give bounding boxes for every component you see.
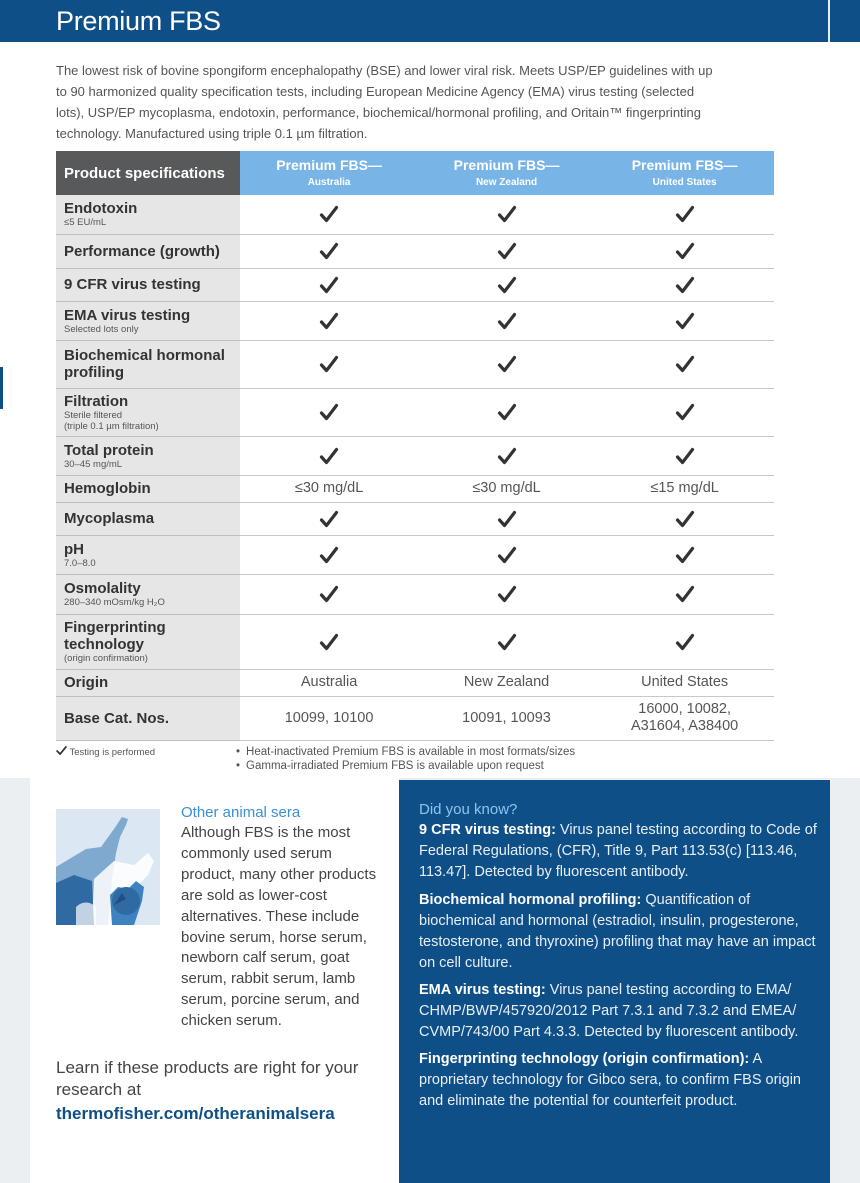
spec-name: Fingerprinting technology <box>64 619 166 653</box>
table-row <box>56 268 774 301</box>
table-row <box>56 502 774 535</box>
spec-name: Base Cat. Nos. <box>64 709 170 727</box>
spec-value-cell <box>418 301 595 340</box>
table-row <box>56 696 774 740</box>
spec-label-cell <box>56 696 240 740</box>
spec-subtext: 7.0–8.0 <box>64 557 96 569</box>
spec-value-cell <box>240 268 417 301</box>
checkmark-icon <box>497 311 517 331</box>
spec-value-cell <box>595 340 774 388</box>
spec-value-cell <box>595 234 774 268</box>
checkmark-icon <box>497 509 517 529</box>
spec-name: pH <box>64 540 84 558</box>
spec-subtext: (triple 0.1 µm filtration) <box>64 420 159 432</box>
intro-paragraph <box>56 60 716 144</box>
column-subtitle: United States <box>652 176 717 188</box>
column-subtitle: Australia <box>307 176 351 188</box>
intro-text: The lowest risk of bovine spongiform encephalopathy (BSE) and lower viral risk. Meets USP/EP guidelines with up to 90 harmonized quality specification tests, including European Medicine Agency (EMA) virus testing (selected lots), USP/EP mycoplasma, endotoxin, performance, biochemical/hormonal profiling, and Oritain™ fingerprinting technology. Manufactured using triple 0.1 µm filtration. <box>56 63 713 141</box>
term: Biochemical hormonal profiling: <box>419 892 642 908</box>
spec-label-cell <box>56 388 240 436</box>
checkmark-icon <box>497 354 517 374</box>
spec-value-cell <box>595 195 774 234</box>
spec-subtext: Selected lots only <box>64 323 139 335</box>
checkmark-icon <box>319 354 339 374</box>
checkmark-icon <box>675 584 695 604</box>
definition: Virus panel testing according to Code of Federal Regulations, (CFR), Title 9, Part 113.53(c) [113.46, 113.47]. Detected by fluorescent antibody. <box>419 822 817 880</box>
spec-name: Endotoxin <box>64 200 138 218</box>
spec-value-cell <box>595 614 774 669</box>
checkmark-icon <box>319 241 339 261</box>
spec-value-cell <box>418 340 595 388</box>
spec-value-cell <box>240 614 417 669</box>
spec-value: 10091, 10093 <box>462 709 551 726</box>
checkmark-icon <box>675 545 695 565</box>
checkmark-icon <box>319 446 339 466</box>
spec-name: Filtration <box>64 392 129 410</box>
spec-name: Biochemical hormonal profiling <box>64 347 225 381</box>
left-edge-accent <box>0 367 3 409</box>
spec-value-cell <box>418 475 595 502</box>
table-notes <box>236 745 575 773</box>
spec-value-cell <box>595 696 774 740</box>
column-header-new-zealand <box>418 151 595 195</box>
table-row <box>56 614 774 669</box>
checkmark-icon <box>319 311 339 331</box>
table-row <box>56 301 774 340</box>
checkmark-icon <box>497 545 517 565</box>
checkmark-icon <box>675 354 695 374</box>
spec-value-cell <box>595 535 774 574</box>
definition: Virus panel testing according to EMA/ CHMP/BWP/457920/2012 Part 7.3.1 and 7.3.2 and EMEA/ CVMP/743/00 Part 4.3.3. Detected by fluorescent antibody. <box>419 982 799 1040</box>
table-row <box>56 340 774 388</box>
spec-value: ≤30 mg/dL <box>294 480 364 496</box>
table-row <box>56 234 774 268</box>
legend <box>56 745 155 758</box>
checkmark-icon <box>675 632 695 652</box>
checkmark-icon <box>675 241 695 261</box>
spec-subtext: ≤5 EU/mL <box>64 217 107 229</box>
spec-table <box>56 151 774 741</box>
checkmark-icon <box>497 204 517 224</box>
table-row <box>56 475 774 502</box>
other-sera-title: Other animal sera <box>181 804 301 821</box>
learn-more-text: Learn if these products are right for your research at <box>56 1058 359 1099</box>
spec-value-cell <box>240 475 417 502</box>
spec-value-cell <box>418 535 595 574</box>
spec-value-cell <box>240 234 417 268</box>
spec-label-cell <box>56 669 240 696</box>
table-row <box>56 436 774 475</box>
spec-value-cell <box>595 475 774 502</box>
checkmark-icon <box>675 402 695 422</box>
spec-name: Origin <box>64 674 109 691</box>
spec-name: Mycoplasma <box>64 510 155 527</box>
checkmark-icon <box>319 632 339 652</box>
checkmark-icon <box>675 446 695 466</box>
spec-label-cell <box>56 574 240 614</box>
did-you-know-title: Did you know? <box>419 801 518 818</box>
term: EMA virus testing: <box>419 982 546 998</box>
checkmark-icon <box>319 275 339 295</box>
spec-value-cell <box>240 301 417 340</box>
checkmark-icon <box>675 311 695 331</box>
spec-value-cell <box>418 268 595 301</box>
spec-name: Performance (growth) <box>64 242 220 260</box>
checkmark-icon <box>319 509 339 529</box>
spec-name: Total protein <box>64 441 154 459</box>
spec-value-cell <box>240 436 417 475</box>
spec-value-cell <box>418 388 595 436</box>
spec-name: Hemoglobin <box>64 480 151 497</box>
definition: A proprietary technology for Gibco sera, to confirm FBS origin and eliminate the potential for counterfeit product. <box>419 1051 801 1109</box>
other-sera-link[interactable]: thermofisher.com/otheranimalsera <box>56 1104 335 1123</box>
spec-value: ≤30 mg/dL <box>472 480 541 496</box>
spec-value: Australia <box>300 674 358 690</box>
term: Fingerprinting technology (origin confirmation): <box>419 1051 750 1067</box>
spec-subtext: Sterile filtered <box>64 409 123 421</box>
spec-name: EMA virus testing <box>64 306 191 324</box>
checkmark-icon <box>675 275 695 295</box>
spec-value-cell <box>595 301 774 340</box>
column-subtitle: New Zealand <box>475 176 538 188</box>
spec-value-cell <box>595 574 774 614</box>
spec-value-cell <box>418 669 595 696</box>
spec-label-cell <box>56 436 240 475</box>
spec-label-cell <box>56 535 240 574</box>
spec-value-cell <box>240 388 417 436</box>
checkmark-icon <box>497 446 517 466</box>
spec-value-cell <box>595 388 774 436</box>
spec-label-cell <box>56 301 240 340</box>
column-header-united-states <box>595 151 774 195</box>
checkmark-icon <box>497 275 517 295</box>
page-title: Premium FBS <box>56 6 221 36</box>
did-you-know-item <box>419 890 819 974</box>
spec-value-cell <box>418 195 595 234</box>
spec-value: 10099, 10100 <box>284 709 374 726</box>
spec-value-cell <box>240 535 417 574</box>
spec-label-cell <box>56 268 240 301</box>
animal-sera-illustration <box>56 809 160 925</box>
spec-value-cell <box>418 696 595 740</box>
checkmark-icon <box>675 204 695 224</box>
checkmark-icon <box>675 509 695 529</box>
spec-value-cell <box>240 502 417 535</box>
spec-subtext: 30–45 mg/mL <box>64 458 123 470</box>
spec-label-cell <box>56 340 240 388</box>
spec-value: United States <box>641 674 729 690</box>
did-you-know-item <box>419 1049 819 1112</box>
note-item: • Heat-inactivated Premium FBS is available in most formats/sizes <box>236 745 575 759</box>
note-item: • Gamma-irradiated Premium FBS is available upon request <box>236 759 575 773</box>
checkmark-icon <box>497 632 517 652</box>
spec-value-cell <box>418 614 595 669</box>
table-row <box>56 388 774 436</box>
spec-label-cell <box>56 475 240 502</box>
checkmark-icon <box>319 545 339 565</box>
checkmark-icon <box>319 584 339 604</box>
table-row <box>56 574 774 614</box>
spec-name: Osmolality <box>64 580 141 597</box>
spec-value-cell <box>418 234 595 268</box>
spec-header-label: Product specifications <box>56 151 240 195</box>
spec-value-cell <box>418 502 595 535</box>
term: 9 CFR virus testing: <box>419 822 556 838</box>
checkmark-icon <box>497 241 517 261</box>
spec-value-cell <box>595 669 774 696</box>
spec-value-cell <box>595 502 774 535</box>
column-title: Premium FBS— <box>453 156 560 173</box>
column-title: Premium FBS— <box>276 156 382 173</box>
spec-name: 9 CFR virus testing <box>64 276 201 293</box>
spec-value-cell <box>240 574 417 614</box>
page-header <box>0 0 860 42</box>
spec-label-cell <box>56 502 240 535</box>
spec-subtext: (origin confirmation) <box>64 653 148 664</box>
other-sera-body: Although FBS is the most commonly used serum product, many other products are sold as lower-cost alternatives. These include bovine serum, horse serum, newborn calf serum, goat serum, rabbit serum, lamb serum, porcine serum, and chicken serum. <box>181 824 377 1030</box>
spec-table-body <box>56 195 774 740</box>
column-title: Premium FBS— <box>631 156 738 173</box>
spec-value-cell <box>240 340 417 388</box>
spec-value: 16000, 10082, A31604, A38400 <box>631 701 739 734</box>
spec-subtext: 280–340 mOsm/kg H₂O <box>64 597 165 608</box>
legend-text: Testing is performed <box>69 747 156 758</box>
definition: Quantification of biochemical and hormonal (estradiol, insulin, progesterone, testosterone, and thyroxine) profiling that may have an impact on cell culture. <box>419 892 816 971</box>
spec-value-cell <box>418 574 595 614</box>
did-you-know-item <box>419 820 819 883</box>
spec-value-cell <box>595 268 774 301</box>
spec-value: ≤15 mg/dL <box>650 480 719 496</box>
spec-value-cell <box>595 436 774 475</box>
did-you-know-item <box>419 980 819 1043</box>
table-header-row <box>56 151 774 195</box>
checkmark-icon <box>56 745 67 756</box>
table-row <box>56 195 774 234</box>
header-divider <box>828 0 830 42</box>
column-header-australia <box>240 151 417 195</box>
checkmark-icon <box>497 402 517 422</box>
checkmark-icon <box>497 584 517 604</box>
checkmark-icon <box>319 402 339 422</box>
spec-label-cell <box>56 195 240 234</box>
table-row <box>56 669 774 696</box>
spec-value: New Zealand <box>463 674 550 690</box>
spec-value-cell <box>240 696 417 740</box>
spec-label-cell <box>56 614 240 669</box>
table-row <box>56 535 774 574</box>
checkmark-icon <box>319 204 339 224</box>
spec-value-cell <box>418 436 595 475</box>
spec-value-cell <box>240 669 417 696</box>
spec-value-cell <box>240 195 417 234</box>
spec-label-cell <box>56 234 240 268</box>
